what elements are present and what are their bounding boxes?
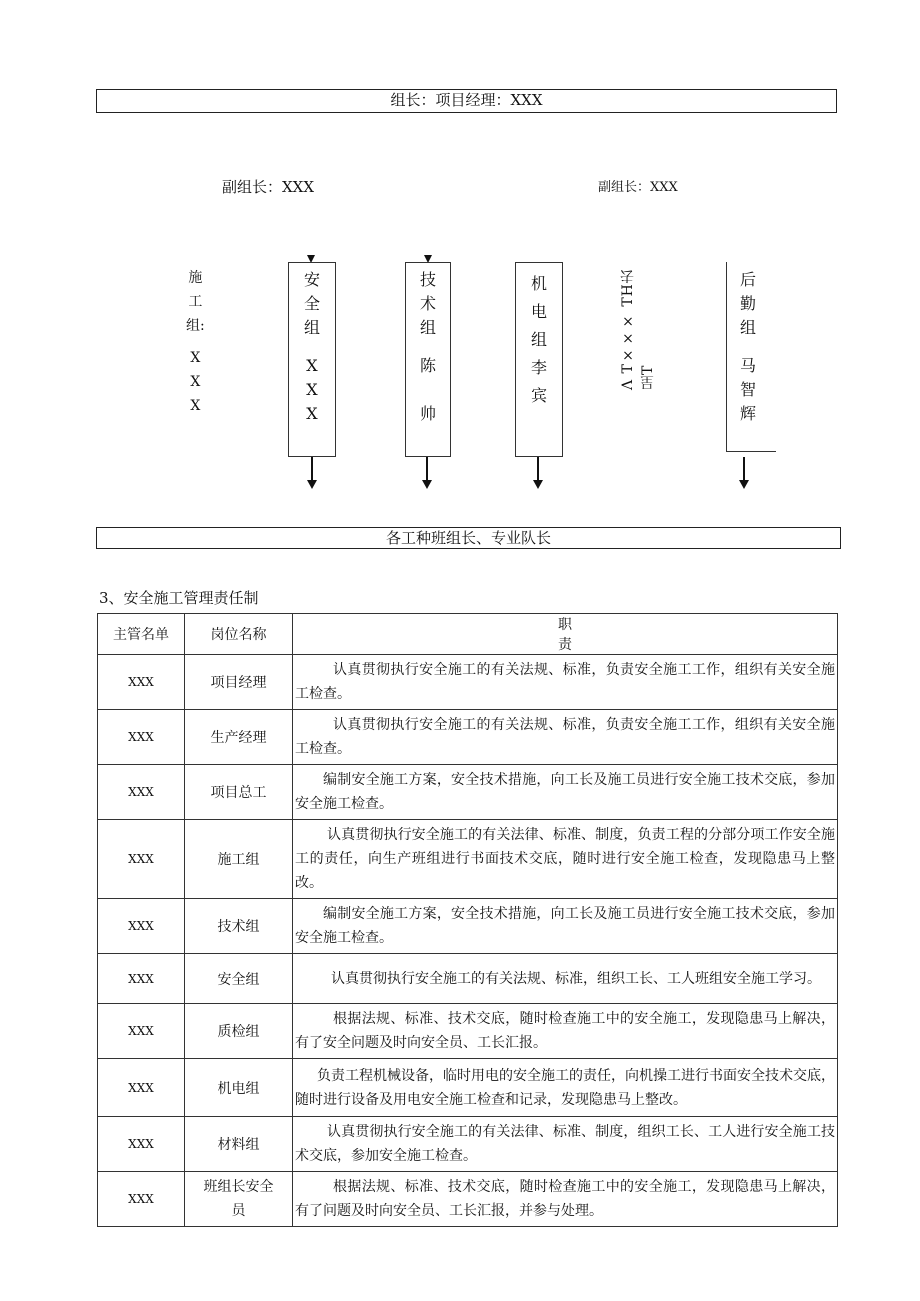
construction-team	[186, 266, 205, 418]
safety-team	[300, 268, 324, 426]
section-title: 3、安全施工管理责任制	[99, 589, 259, 607]
table-row	[98, 899, 838, 954]
logistics-team-char: 后	[739, 270, 756, 289]
responsibility-table	[97, 613, 838, 1227]
quality-team-text: Λ T××× TH去呈T	[620, 268, 656, 390]
manager-name: XXX	[98, 1004, 185, 1059]
safety-team-char: X	[306, 356, 318, 375]
logistics-team-char: 辉	[739, 404, 756, 423]
electromech-team-char: 李	[530, 358, 547, 377]
header-duty	[293, 614, 838, 655]
technical-team-char: 术	[419, 294, 436, 313]
technical-team	[416, 268, 440, 426]
duty-text: 认真贯彻执行安全施工的有关法规、标准，组织工长、工人班组安全施工学习。	[293, 954, 838, 1004]
arrow-from-technical-team	[426, 457, 428, 481]
logistics-team-char: 组	[739, 318, 756, 337]
safety-team-char: X	[306, 404, 318, 423]
duty-text: 认真贯彻执行安全施工的有关法律、标准、制度，组织工长、工人进行安全施工技术交底，参加安全施工检查。	[293, 1117, 838, 1172]
post-name: 施工组	[185, 820, 293, 899]
manager-name: XXX	[98, 820, 185, 899]
arrow-from-safety-team	[311, 457, 313, 481]
duty-text: 认真贯彻执行安全施工的有关法规、标准，负责安全施工工作，组织有关安全施工检查。	[293, 655, 838, 710]
manager-name: XXX	[98, 1172, 185, 1227]
technical-team-char: 帅	[419, 404, 436, 423]
post-name: 生产经理	[185, 710, 293, 765]
header-duty-char: 责	[558, 637, 572, 653]
duty-text: 根据法规、标准、技术交底，随时检查施工中的安全施工，发现隐患马上解决，有了安全问题及时向安全员、工长汇报。	[293, 1004, 838, 1059]
manager-name: XXX	[98, 1059, 185, 1117]
technical-team-char: 陈	[419, 356, 436, 375]
manager-name: XXX	[98, 710, 185, 765]
table-header-row	[98, 614, 838, 655]
safety-team-char: 全	[303, 294, 320, 313]
manager-name: XXX	[98, 765, 185, 820]
arrow-from-electromech-team	[537, 457, 539, 481]
team-leaders-text: 各工种班组长、专业队长	[385, 529, 551, 547]
arrow-from-logistics-team	[743, 457, 745, 481]
construction-team-char: X	[190, 398, 201, 414]
table-row	[98, 1004, 838, 1059]
duty-text: 认真贯彻执行安全施工的有关法律、标准、制度，负责工程的分部分项工作安全施工的责任，向生产班组进行书面技术交底，随时进行安全施工检查，发现隐患马上整改。	[293, 820, 838, 899]
technical-team-char: 组	[419, 318, 436, 337]
post-name: 质检组	[185, 1004, 293, 1059]
table-row	[98, 1172, 838, 1227]
safety-team-char: 安	[303, 270, 320, 289]
post-name: 机电组	[185, 1059, 293, 1117]
table-row	[98, 765, 838, 820]
leader-text: 组长：项目经理：XXX	[390, 91, 543, 109]
duty-text: 负责工程机械设备，临时用电的安全施工的责任，向机操工进行书面安全技术交底，随时进行设备及用电安全施工检查和记录，发现隐患马上整改。	[293, 1059, 838, 1117]
leader-box	[96, 89, 837, 113]
electromech-team	[527, 270, 551, 410]
deputy-leader-right: 副组长：XXX	[598, 180, 678, 195]
post-name: 技术组	[185, 899, 293, 954]
technical-team-char: 技	[419, 270, 436, 289]
post-name: 材料组	[185, 1117, 293, 1172]
construction-team-char: 工	[188, 294, 203, 310]
construction-team-char: 组:	[186, 318, 205, 334]
team-leaders-box	[96, 527, 841, 549]
table-row	[98, 1117, 838, 1172]
logistics-team-char: 马	[739, 356, 756, 375]
construction-team-char: X	[190, 374, 201, 390]
logistics-team-char: 智	[739, 380, 756, 399]
manager-name: XXX	[98, 954, 185, 1004]
table-row	[98, 820, 838, 899]
quality-team	[614, 258, 662, 390]
manager-name: XXX	[98, 1117, 185, 1172]
safety-team-char: 组	[303, 318, 320, 337]
manager-name: XXX	[98, 899, 185, 954]
header-duty-char: 职	[558, 617, 572, 633]
table-row	[98, 954, 838, 1004]
table-row	[98, 1059, 838, 1117]
duty-text: 认真贯彻执行安全施工的有关法规、标准，负责安全施工工作，组织有关安全施工检查。	[293, 710, 838, 765]
duty-text: 编制安全施工方案，安全技术措施，向工长及施工员进行安全施工技术交底，参加安全施工检查。	[293, 765, 838, 820]
table-row	[98, 655, 838, 710]
construction-team-char: X	[190, 350, 201, 366]
electromech-team-char: 宾	[530, 386, 547, 405]
construction-team-char: 施	[188, 270, 203, 286]
duty-text: 编制安全施工方案，安全技术措施，向工长及施工员进行安全施工技术交底，参加安全施工检查。	[293, 899, 838, 954]
header-post: 岗位名称	[185, 614, 293, 655]
logistics-team	[736, 268, 760, 426]
electromech-team-char: 电	[530, 302, 547, 321]
post-name: 班组长安全员	[185, 1172, 293, 1227]
post-name: 安全组	[185, 954, 293, 1004]
electromech-team-char: 机	[530, 274, 547, 293]
duty-text: 根据法规、标准、技术交底，随时检查施工中的安全施工，发现隐患马上解决，有了问题及时向安全员、工长汇报，并参与处理。	[293, 1172, 838, 1227]
safety-team-char: X	[306, 380, 318, 399]
logistics-team-char: 勤	[739, 294, 756, 313]
electromech-team-char: 组	[530, 330, 547, 349]
manager-name: XXX	[98, 655, 185, 710]
deputy-leader-left: 副组长：XXX	[222, 178, 315, 196]
post-name: 项目总工	[185, 765, 293, 820]
header-manager: 主管名单	[98, 614, 185, 655]
table-row	[98, 710, 838, 765]
post-name: 项目经理	[185, 655, 293, 710]
